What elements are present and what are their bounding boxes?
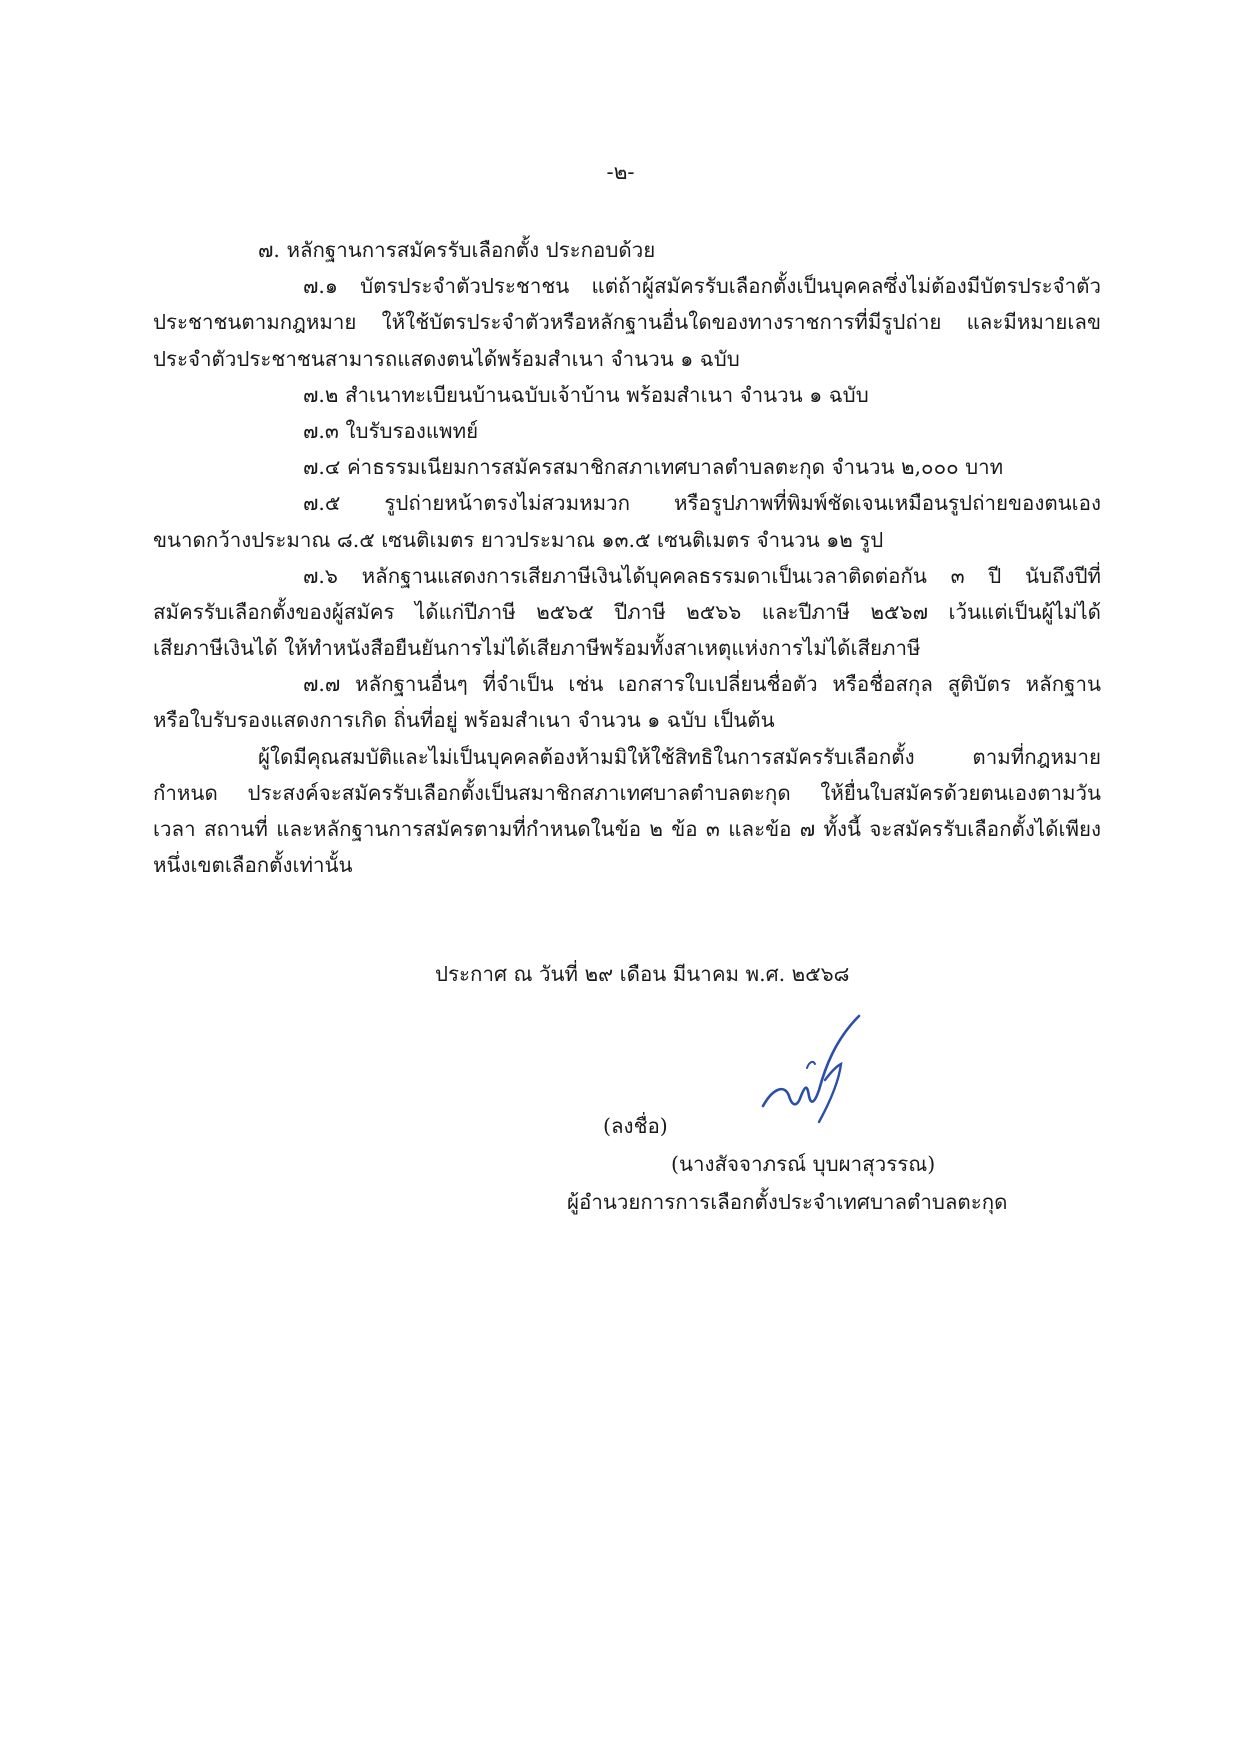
item-7-5-line-2: ขนาดกว้างประมาณ ๘.๕ เซนติเมตร ยาวประมาณ ๑๓.๕ เซนติเมตร จำนวน ๑๒ รูป (153, 527, 884, 552)
announcement-date: ประกาศ ณ วันที่ ๒๙ เดือน มีนาคม พ.ศ. ๒๕๖๘ (435, 962, 850, 986)
item-7-6-line-2: สมัครรับเลือกตั้งของผู้สมัคร ได้แก่ปีภาษี ๒๕๖๕ ปีภาษี ๒๕๖๖ และปีภาษี ๒๕๖๗ เว้นแต่เป็นผู้ไม่ได้ (153, 599, 1101, 624)
document-body (153, 232, 1101, 883)
item-7-1-line-2: ประชาชนตามกฎหมาย ให้ใช้บัตรประจำตัวหรือหลักฐานอื่นใดของทางราชการที่มีรูปถ่าย และมีหมายเลข (153, 310, 1101, 335)
signer-title: ผู้อำนวยการการเลือกตั้งประจำเทศบาลตำบลตะกุด (567, 1190, 1008, 1214)
closing-line-4: หนึ่งเขตเลือกตั้งเท่านั้น (153, 853, 353, 878)
signer-name: (นางสัจจาภรณ์ บุบผาสุวรรณ) (671, 1152, 936, 1176)
item-7-6-line-1: ๗.๖ หลักฐานแสดงการเสียภาษีเงินได้บุคคลธรรมดาเป็นเวลาติดต่อกัน ๓ ปี นับถึงปีที่ (303, 563, 1101, 588)
signature-label: (ลงชื่อ) (603, 1114, 668, 1138)
item-7-4-line-1: ๗.๔ ค่าธรรมเนียมการสมัครสมาชิกสภาเทศบาลตำบลตะกุด จำนวน ๒,๐๐๐ บาท (303, 455, 1004, 480)
item-7-2-line-1: ๗.๒ สำเนาทะเบียนบ้านฉบับเจ้าบ้าน พร้อมสำเนา จำนวน ๑ ฉบับ (303, 382, 869, 407)
item-7-5-line-1: ๗.๕ รูปถ่ายหน้าตรงไม่สวมหมวก หรือรูปภาพที่พิมพ์ชัดเจนเหมือนรูปถ่ายของตนเอง (303, 491, 1101, 516)
closing-line-2: กำหนด ประสงค์จะสมัครรับเลือกตั้งเป็นสมาชิกสภาเทศบาลตำบลตะกุด ให้ยื่นใบสมัครด้วยตนเองตามวัน (153, 780, 1101, 805)
section-heading: ๗. หลักฐานการสมัครรับเลือกตั้ง ประกอบด้วย (258, 238, 656, 262)
item-7-7-line-1: ๗.๗ หลักฐานอื่นๆ ที่จำเป็น เช่น เอกสารใบเปลี่ยนชื่อตัว หรือชื่อสกุล สูติบัตร หลักฐาน (303, 672, 1101, 697)
closing-line-3: เวลา สถานที่ และหลักฐานการสมัครตามที่กำหนดในข้อ ๒ ข้อ ๓ และข้อ ๗ ทั้งนี้ จะสมัครรับเลือกตั้งได้เพียง (153, 817, 1101, 841)
item-7-1-line-3: ประจำตัวประชาชนสามารถแสดงตนได้พร้อมสำเนา จำนวน ๑ ฉบับ (153, 346, 740, 371)
item-7-1-line-1: ๗.๑ บัตรประจำตัวประชาชน แต่ถ้าผู้สมัครรับเลือกตั้งเป็นบุคคลซึ่งไม่ต้องมีบัตรประจำตัว (303, 274, 1101, 299)
item-7-7-line-2: หรือใบรับรองแสดงการเกิด ถิ่นที่อยู่ พร้อมสำเนา จำนวน ๑ ฉบับ เป็นต้น (153, 708, 775, 733)
handwritten-signature (755, 1010, 865, 1145)
item-7-3-line-1: ๗.๓ ใบรับรองแพทย์ (303, 418, 479, 443)
closing-line-1: ผู้ใดมีคุณสมบัติและไม่เป็นบุคคลต้องห้ามมิให้ใช้สิทธิในการสมัครรับเลือกตั้ง ตามที่กฎหมาย (258, 744, 1101, 769)
page-number: -๒- (606, 160, 635, 184)
item-7-6-line-3: เสียภาษีเงินได้ ให้ทำหนังสือยืนยันการไม่ได้เสียภาษีพร้อมทั้งสาเหตุแห่งการไม่ได้เสียภาษี (153, 636, 921, 661)
